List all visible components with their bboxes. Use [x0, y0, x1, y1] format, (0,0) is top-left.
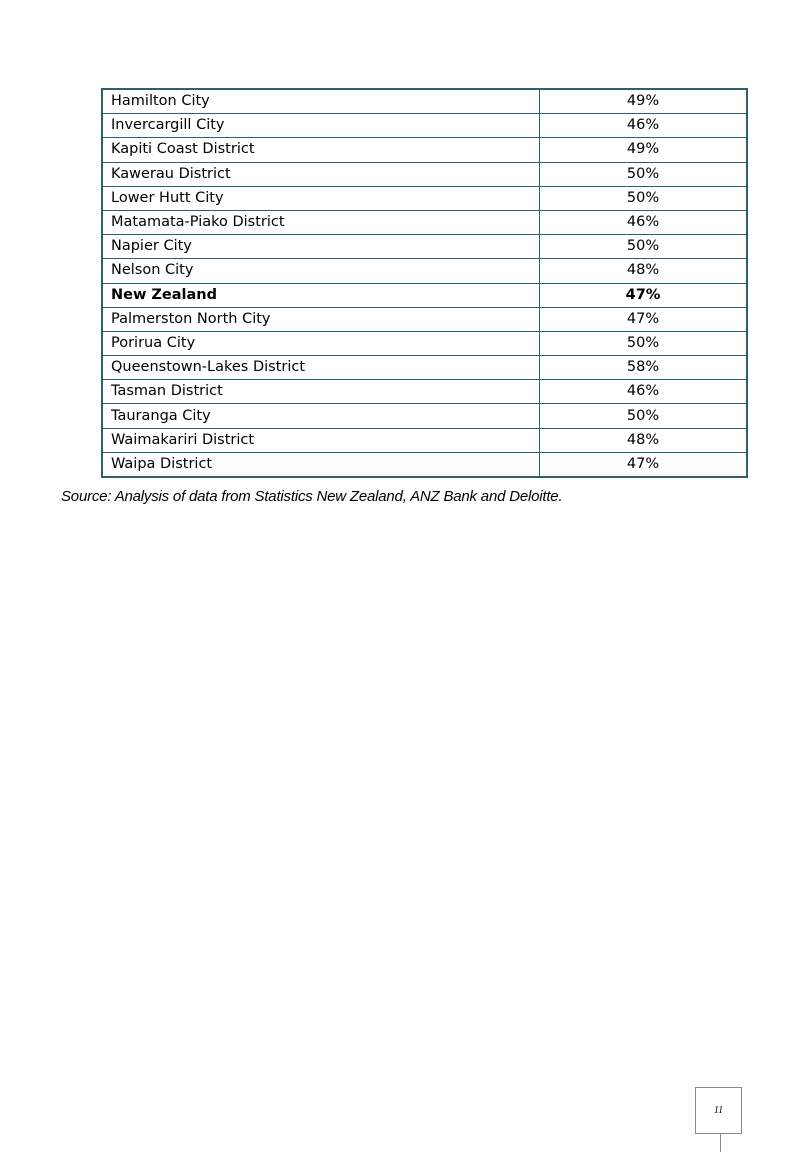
row-name-cell: Palmerston North City: [102, 307, 540, 331]
row-name-cell: Kawerau District: [102, 162, 540, 186]
page-number: 11: [713, 1105, 724, 1116]
row-name-cell: Kapiti Coast District: [102, 138, 540, 162]
table-row: [102, 380, 747, 404]
table-body: [102, 89, 747, 477]
table-row: [102, 259, 747, 283]
row-value-cell: 49%: [540, 138, 748, 162]
page-number-line: [720, 1134, 721, 1152]
table-row: [102, 186, 747, 210]
table-row: [102, 307, 747, 331]
table-row: [102, 210, 747, 234]
row-name-cell: Porirua City: [102, 331, 540, 355]
row-value-cell: 47%: [540, 452, 748, 477]
source-note: Source: Analysis of data from Statistics New Zealand, ANZ Bank and Deloitte.: [61, 488, 563, 505]
row-value-cell: 46%: [540, 114, 748, 138]
row-name-cell: Matamata-Piako District: [102, 210, 540, 234]
data-table: [101, 88, 748, 478]
row-name-cell: Tauranga City: [102, 404, 540, 428]
table-row: [102, 114, 747, 138]
row-name-cell: Hamilton City: [102, 89, 540, 114]
row-value-cell: 50%: [540, 162, 748, 186]
row-value-cell: 49%: [540, 89, 748, 114]
table-row: [102, 138, 747, 162]
row-name-cell: Waipa District: [102, 452, 540, 477]
row-name-cell: Napier City: [102, 235, 540, 259]
table-row: [102, 452, 747, 477]
row-value-cell: 50%: [540, 404, 748, 428]
row-value-cell: 47%: [540, 307, 748, 331]
row-name-cell: Queenstown-Lakes District: [102, 356, 540, 380]
row-name-cell: Invercargill City: [102, 114, 540, 138]
row-value-cell: 46%: [540, 210, 748, 234]
row-name-cell: New Zealand: [102, 283, 540, 307]
row-value-cell: 47%: [540, 283, 748, 307]
table-row: [102, 235, 747, 259]
table-row: [102, 89, 747, 114]
table-row: [102, 283, 747, 307]
table-row: [102, 356, 747, 380]
row-name-cell: Lower Hutt City: [102, 186, 540, 210]
row-value-cell: 46%: [540, 380, 748, 404]
row-value-cell: 58%: [540, 356, 748, 380]
table-row: [102, 331, 747, 355]
page-number-box: [695, 1087, 742, 1134]
row-name-cell: Waimakariri District: [102, 428, 540, 452]
row-value-cell: 50%: [540, 331, 748, 355]
table-row: [102, 404, 747, 428]
row-name-cell: Nelson City: [102, 259, 540, 283]
row-value-cell: 50%: [540, 186, 748, 210]
row-value-cell: 50%: [540, 235, 748, 259]
table-row: [102, 428, 747, 452]
row-value-cell: 48%: [540, 259, 748, 283]
table-row: [102, 162, 747, 186]
row-name-cell: Tasman District: [102, 380, 540, 404]
row-value-cell: 48%: [540, 428, 748, 452]
